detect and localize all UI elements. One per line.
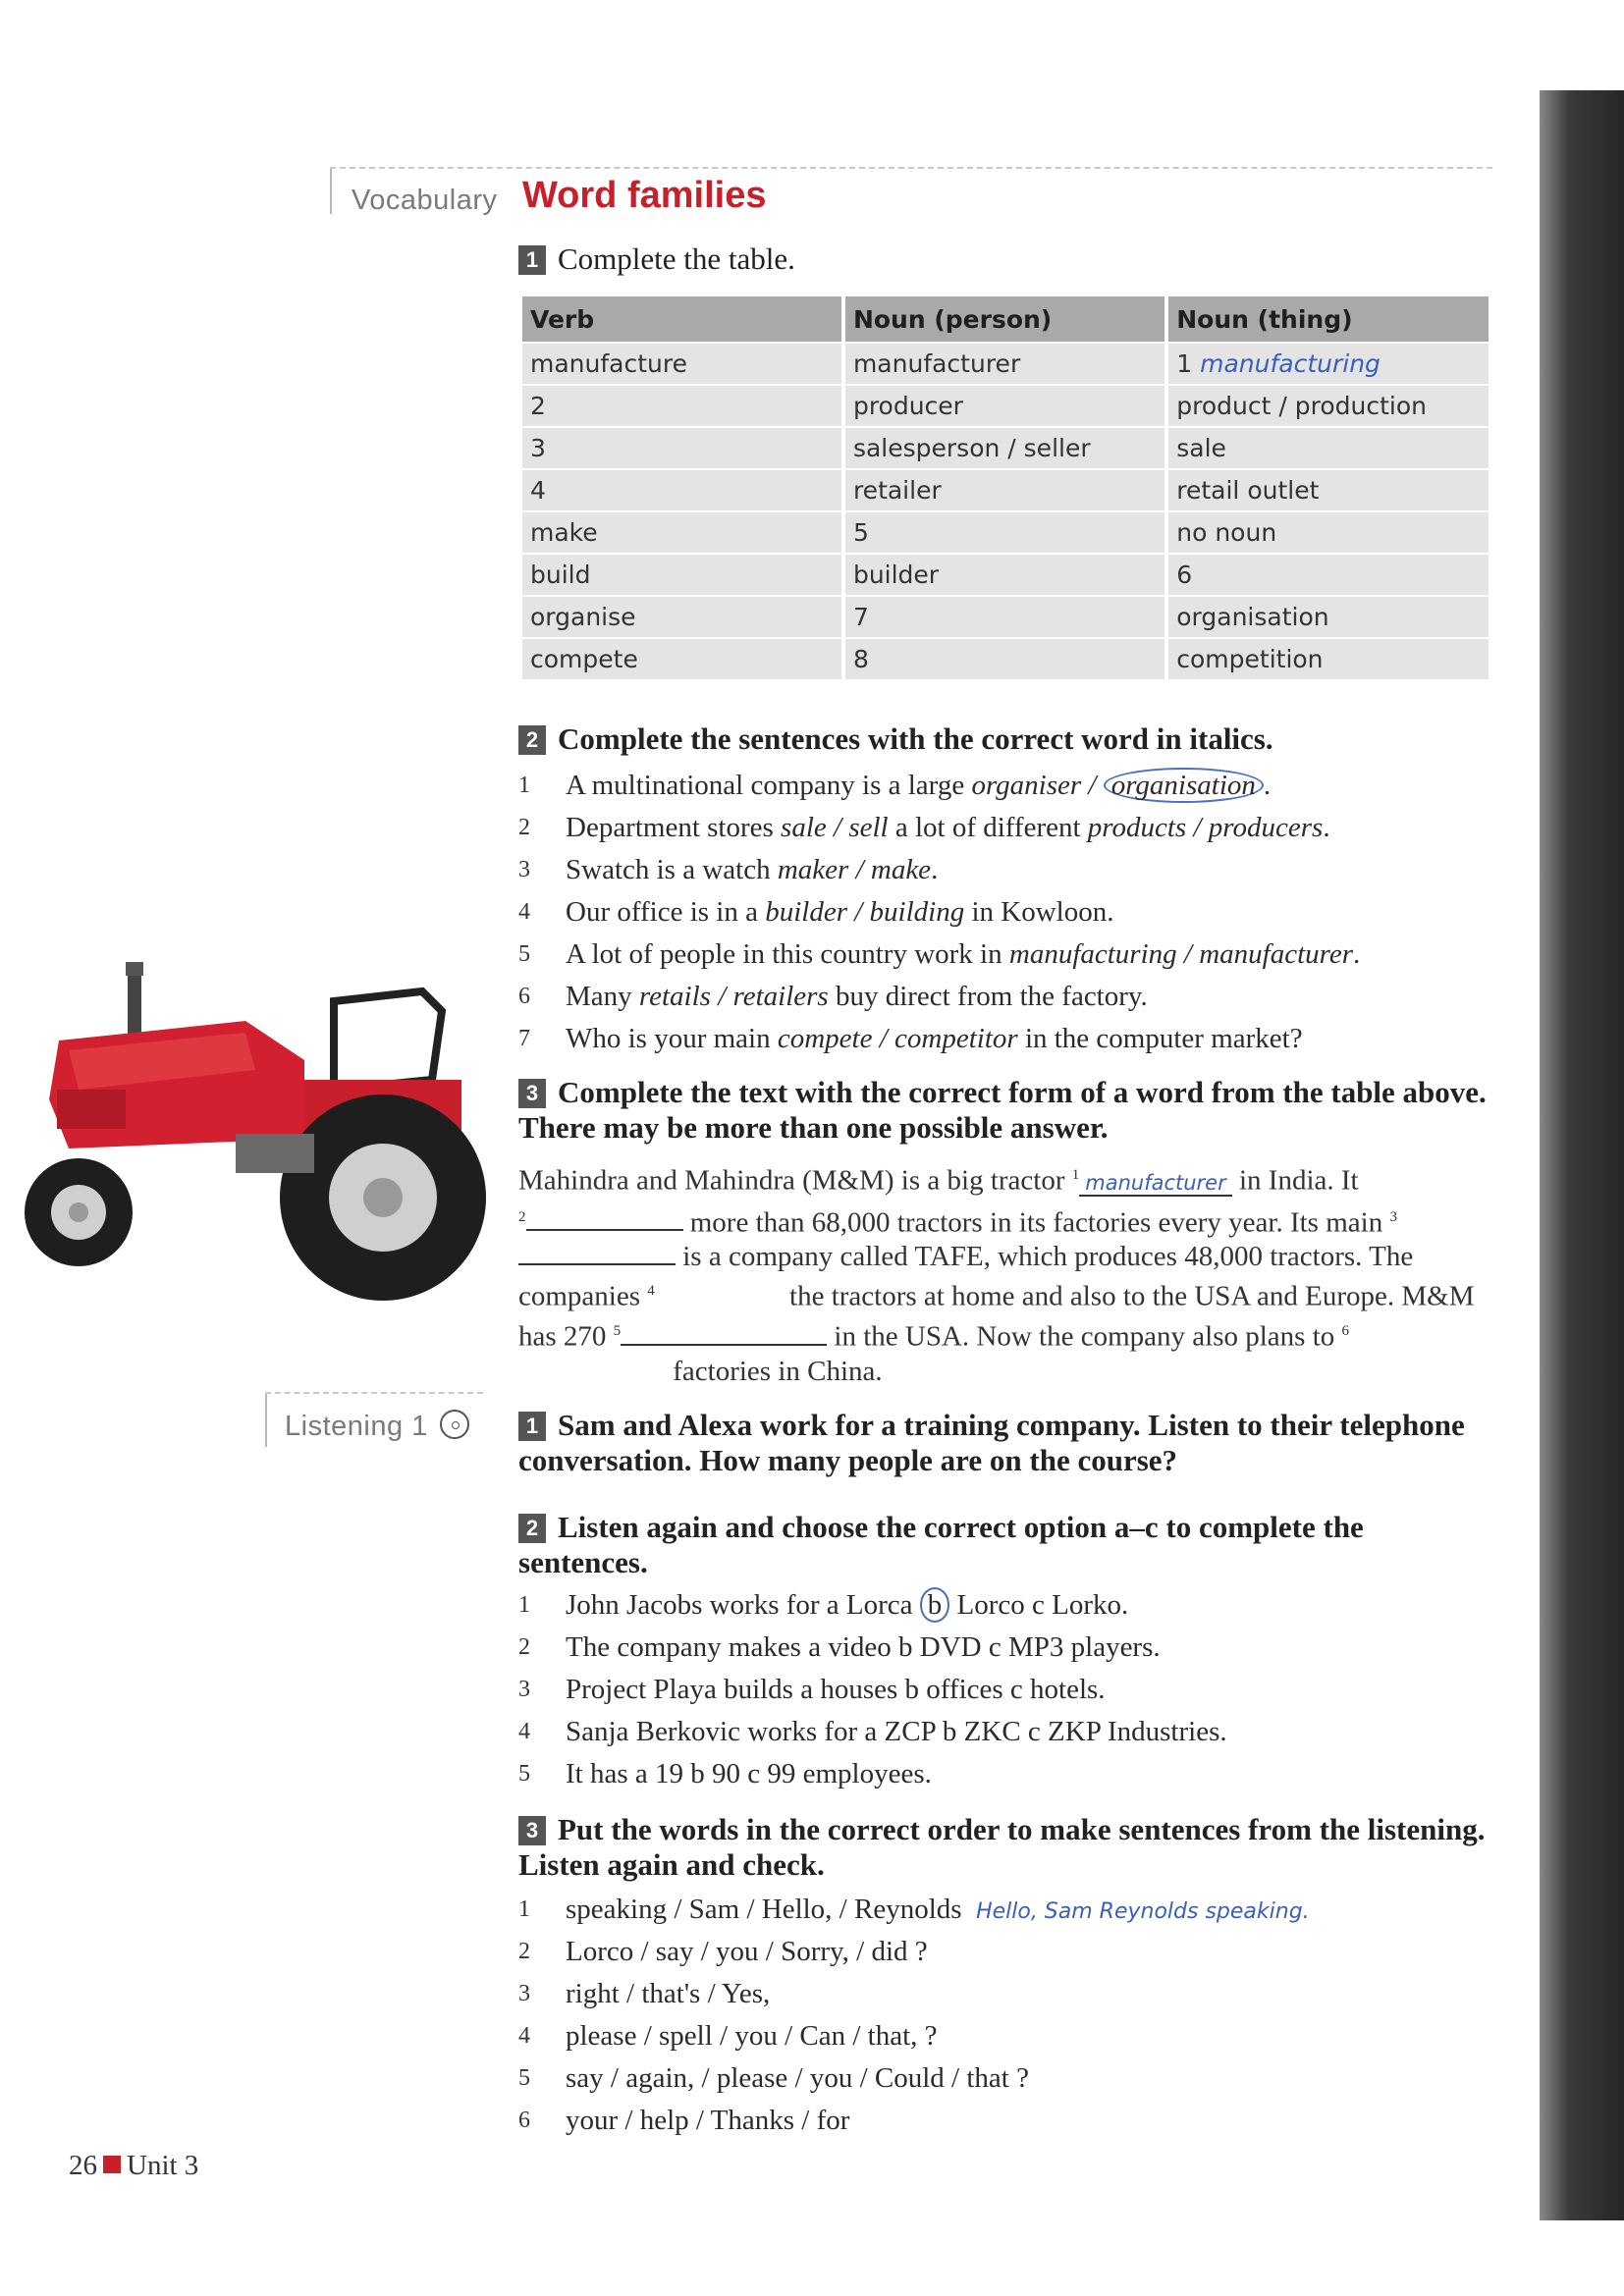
blank-3[interactable] xyxy=(518,1240,676,1265)
table-cell: 1 manufacturing xyxy=(1168,344,1489,384)
list-item: 2 Lorco / say / you / Sorry, / did ? xyxy=(518,1936,928,1967)
list-item: 4 Sanja Berkovic works for a ZCP b ZKC c ZKP Industries. xyxy=(518,1716,1227,1747)
exercise-instruction: Complete the table. xyxy=(558,241,795,276)
listening-exercise-3-list xyxy=(518,1889,1310,2142)
list-item: 7 Who is your main compete / competitor in the computer market? xyxy=(518,1023,1303,1054)
table-cell: 8 xyxy=(845,639,1164,679)
exercise-instruction: Complete the sentences with the correct word in italics. xyxy=(558,721,1273,756)
table-header: Noun (person) xyxy=(845,296,1164,342)
table-row xyxy=(522,344,1489,384)
exercise-1-heading xyxy=(518,241,795,277)
section-divider xyxy=(265,1392,267,1447)
exercise-2-list xyxy=(518,765,1360,1060)
list-item: 3 right / that's / Yes, xyxy=(518,1978,771,2009)
table-cell: producer xyxy=(845,386,1164,426)
listening-exercise-2-list xyxy=(518,1584,1227,1795)
exercise-number: 1 xyxy=(518,245,546,275)
listening-exercise-1-heading xyxy=(518,1408,1492,1478)
list-item: 4 Our office is in a builder / building in Kowloon. xyxy=(518,896,1114,928)
table-cell: manufacture xyxy=(522,344,841,384)
list-item: 2 The company makes a video b DVD c MP3 players. xyxy=(518,1631,1161,1663)
list-item: 3 Swatch is a watch maker / make. xyxy=(518,854,939,885)
roll-bar xyxy=(334,991,442,1090)
listening-exercise-3-heading xyxy=(518,1812,1492,1883)
scan-edge-shadow xyxy=(1540,90,1624,2220)
rear-hub xyxy=(363,1178,403,1217)
table-header: Verb xyxy=(522,296,841,342)
exercise-instruction: Listen again and choose the correct option a–c to complete the sentences. xyxy=(518,1510,1364,1579)
table-cell: manufacturer xyxy=(845,344,1164,384)
list-item: 1 speaking / Sam / Hello, / Reynolds Hello, Sam Reynolds speaking. xyxy=(518,1894,1310,1925)
listening-exercise-2-heading xyxy=(518,1510,1492,1580)
table-cell: retailer xyxy=(845,470,1164,510)
table-row xyxy=(522,512,1489,553)
table-cell: retail outlet xyxy=(1168,470,1489,510)
table-header: Noun (thing) xyxy=(1168,296,1489,342)
engine-block xyxy=(236,1134,314,1173)
table-cell: builder xyxy=(845,555,1164,595)
table-cell: organise xyxy=(522,597,841,637)
front-hub xyxy=(69,1202,88,1222)
handwritten-answer: Hello, Sam Reynolds speaking. xyxy=(976,1899,1310,1924)
table-cell: 2 xyxy=(522,386,841,426)
circled-answer: organisation xyxy=(1104,768,1264,803)
table-cell: organisation xyxy=(1168,597,1489,637)
handwritten-answer: manufacturer xyxy=(1079,1171,1231,1197)
table-row xyxy=(522,428,1489,468)
tractor-photo xyxy=(10,952,501,1306)
table-row xyxy=(522,639,1489,679)
unit-label: Unit 3 xyxy=(127,2150,199,2181)
top-rule xyxy=(330,167,1492,169)
exercise-instruction: Sam and Alexa work for a training company. Listen to their telephone conversation. How many people are on the course? xyxy=(518,1408,1465,1477)
exercise-number: 3 xyxy=(518,1079,546,1108)
section-label-listening: Listening 1 xyxy=(285,1410,469,1443)
circled-answer: b xyxy=(920,1587,950,1623)
table-row xyxy=(522,386,1489,426)
list-item: 5 say / again, / please / you / Could / that ? xyxy=(518,2062,1029,2094)
exercise-3-heading xyxy=(518,1075,1492,1146)
blank-5[interactable] xyxy=(621,1320,827,1346)
grille xyxy=(57,1090,126,1129)
blank-4[interactable] xyxy=(655,1280,783,1306)
list-item: 2 Department stores sale / sell a lot of different products / producers. xyxy=(518,812,1330,843)
table-cell: competition xyxy=(1168,639,1489,679)
table-cell: 7 xyxy=(845,597,1164,637)
list-item: 4 please / spell / you / Can / that, ? xyxy=(518,2020,938,2052)
word-family-table xyxy=(518,294,1492,681)
table-cell: 3 xyxy=(522,428,841,468)
page-title: Word families xyxy=(522,175,767,216)
table-cell: sale xyxy=(1168,428,1489,468)
list-item: 1 John Jacobs works for a Lorca b Lorco c Lorko. xyxy=(518,1589,1129,1621)
exercise-number: 3 xyxy=(518,1816,546,1845)
listening-rule xyxy=(265,1392,483,1394)
blank-2[interactable] xyxy=(526,1205,683,1231)
table-row xyxy=(522,597,1489,637)
list-item: 5 It has a 19 b 90 c 99 employees. xyxy=(518,1758,932,1789)
table-cell: 4 xyxy=(522,470,841,510)
exercise-number: 1 xyxy=(518,1412,546,1441)
section-divider xyxy=(330,167,332,214)
table-row xyxy=(522,555,1489,595)
table-cell: salesperson / seller xyxy=(845,428,1164,468)
table-row xyxy=(522,470,1489,510)
blank-6[interactable] xyxy=(518,1355,666,1380)
table-cell: no noun xyxy=(1168,512,1489,553)
section-label-vocabulary: Vocabulary xyxy=(352,185,498,216)
exercise-instruction: Put the words in the correct order to make sentences from the listening. Listen again and check. xyxy=(518,1812,1486,1882)
list-item: 3 Project Playa builds a houses b offices c hotels. xyxy=(518,1674,1106,1705)
table-cell: 6 xyxy=(1168,555,1489,595)
list-item: 6 your / help / Thanks / for xyxy=(518,2105,850,2136)
exercise-2-heading xyxy=(518,721,1273,757)
gap-fill-text: Mahindra and Mahindra (M&M) is a big tractor $^1$ manufacturer in India. It $^2$ more than 68,000 tractors in its factories every year. Its main $^3$ is a company called TAFE, which produces 48,000 tractors. The companies $^4$ the tractors at home and also to the USA and Europe. M&M has 270 $^5$ in the USA. Now the company also plans to $^6$ factories in China. xyxy=(518,1164,1475,1387)
exercise-instruction: Complete the text with the correct form of a word from the table above. There may be more than one possible answer. xyxy=(518,1075,1487,1145)
table-cell: product / production xyxy=(1168,386,1489,426)
table-cell: make xyxy=(522,512,841,553)
exhaust-cap xyxy=(126,962,143,976)
list-item: 6 Many retails / retailers buy direct from the factory. xyxy=(518,981,1148,1012)
exercise-number: 2 xyxy=(518,1514,546,1543)
table-cell: compete xyxy=(522,639,841,679)
list-item: 5 A lot of people in this country work in manufacturing / manufacturer. xyxy=(518,938,1361,970)
page-number: 26 xyxy=(69,2150,97,2181)
page-footer xyxy=(69,2150,198,2182)
table-cell: build xyxy=(522,555,841,595)
handwritten-answer: manufacturing xyxy=(1200,349,1380,378)
cd-disc-icon[interactable] xyxy=(440,1410,469,1439)
red-square-marker xyxy=(103,2156,121,2173)
table-cell: 5 xyxy=(845,512,1164,553)
list-item: 1 A multinational company is a large organiser / organisation . xyxy=(518,770,1272,801)
exercise-number: 2 xyxy=(518,725,546,755)
